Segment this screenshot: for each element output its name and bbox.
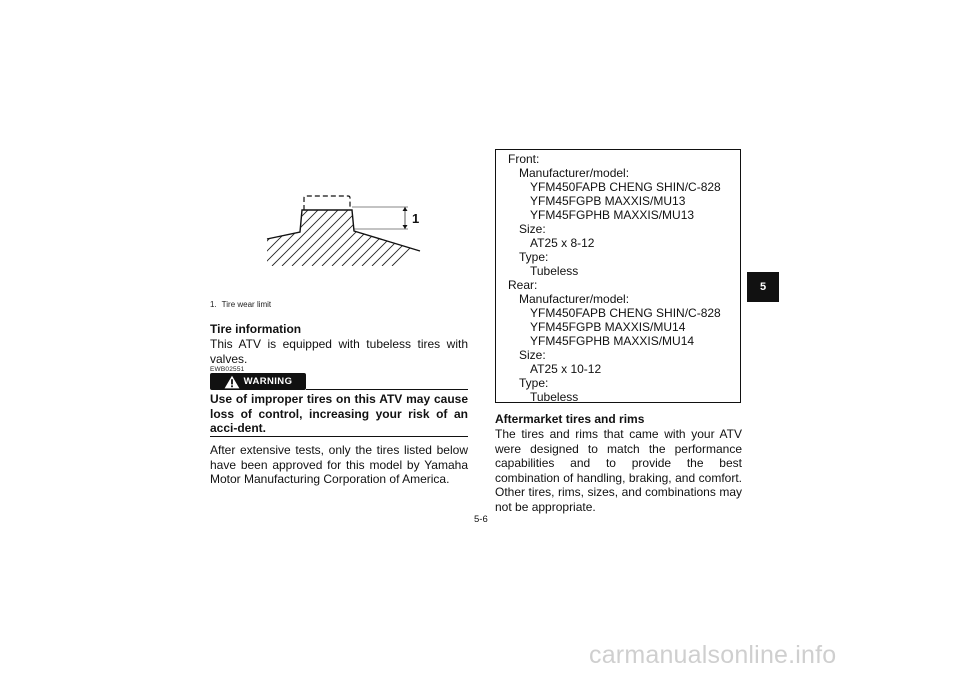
aftermarket-body: The tires and rims that came with your ATV were designed to match the performance capabilities and to provide the best combination of handling, braking, and comfort. Other tires, rims, sizes, and combinations may not be appropriate. xyxy=(495,427,742,514)
tread-hatching xyxy=(262,206,452,266)
tire-wear-diagram xyxy=(262,186,462,266)
spec-line: AT25 x 10-12 xyxy=(530,362,602,376)
approved-tires-paragraph: After extensive tests, only the tires listed below have been approved for this model by Yamaha Motor Manufacturing Corporation of America. xyxy=(210,443,468,486)
spec-line: YFM450FAPB CHENG SHIN/C-828 xyxy=(530,306,721,320)
spec-line: Type: xyxy=(519,250,549,264)
warning-triangle-icon xyxy=(224,375,240,389)
callout-number: 1 xyxy=(412,211,420,226)
chapter-tab: 5 xyxy=(747,272,779,302)
spec-line: AT25 x 8-12 xyxy=(530,236,595,250)
spec-line: YFM450FAPB CHENG SHIN/C-828 xyxy=(530,180,721,194)
spec-line: Size: xyxy=(519,348,546,362)
aftermarket-heading: Aftermarket tires and rims xyxy=(495,412,645,426)
warning-bottom-rule xyxy=(210,436,468,437)
warning-top-rule xyxy=(306,389,468,390)
spec-line: Tubeless xyxy=(530,264,579,278)
spec-line: YFM45FGPB MAXXIS/MU13 xyxy=(530,194,686,208)
warning-text: Use of improper tires on this ATV may cause loss of control, increasing your risk of an acci-dent. xyxy=(210,392,468,435)
spec-line: YFM45FGPHB MAXXIS/MU13 xyxy=(530,208,695,222)
caption-text: Tire wear limit xyxy=(221,300,272,309)
arrow-head-up xyxy=(403,207,408,211)
arrow-head-down xyxy=(403,225,408,229)
spec-line: Tubeless xyxy=(530,390,579,404)
original-tread-dashed xyxy=(304,196,350,210)
watermark: carmanualsonline.info xyxy=(589,641,837,669)
spec-line: Manufacturer/model: xyxy=(519,292,630,306)
spec-line: Rear: xyxy=(508,278,538,292)
spec-line: Type: xyxy=(519,376,549,390)
warning-badge xyxy=(210,373,306,390)
warning-code: EWB02551 xyxy=(210,366,245,373)
tire-spec-box xyxy=(495,149,741,403)
caption-number: 1. xyxy=(210,300,217,309)
warning-label: WARNING xyxy=(243,376,293,387)
spec-line: YFM45FGPHB MAXXIS/MU14 xyxy=(530,334,695,348)
spec-line: Size: xyxy=(519,222,546,236)
tire-information-body: This ATV is equipped with tubeless tires with valves. xyxy=(210,337,468,366)
spec-line: YFM45FGPB MAXXIS/MU14 xyxy=(530,320,686,334)
spec-line: Front: xyxy=(508,152,540,166)
tire-information-heading: Tire information xyxy=(210,322,302,336)
figure-caption xyxy=(210,300,271,309)
spec-line: Manufacturer/model: xyxy=(519,166,630,180)
page-number: 5-6 xyxy=(474,514,488,525)
